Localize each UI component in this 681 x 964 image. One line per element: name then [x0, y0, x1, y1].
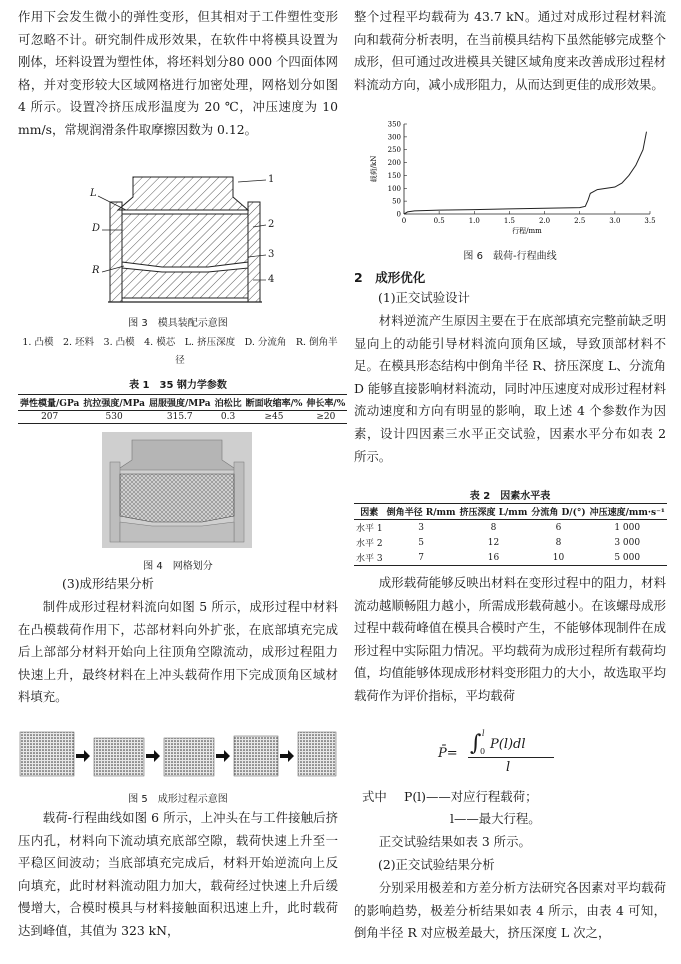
- table-cell: 207: [41, 412, 59, 422]
- figure-3-caption: 图 3 模具装配示意图: [128, 318, 228, 329]
- table-2-grid: [354, 503, 667, 566]
- table-cell: 水平 2: [356, 539, 383, 549]
- table-cell: ≥45: [264, 412, 284, 422]
- fraction-bar: [468, 757, 554, 758]
- label-2: 2: [268, 219, 275, 230]
- table-cell: 8: [490, 522, 497, 533]
- table-1: [18, 394, 346, 424]
- table-cell: 12: [487, 537, 500, 548]
- figure-5-caption: 图 5 成形过程示意图: [128, 794, 228, 805]
- left-paragraph-2: 制件成形过程材料流向如图 5 所示，成形过程中材料在凸模载荷作用下，芯部材料向外扩张，在底部填充完成后上部部分材料开始向上往顶角空隙流动，成形过程阻力快速上升，最终材料在上冲头载荷作用下完成顶角区域材料填充。: [18, 599, 338, 705]
- table-cell: 530: [105, 412, 123, 422]
- y-tick-label: 200: [387, 159, 401, 168]
- table-cell: 3 000: [614, 537, 641, 548]
- table-cell: 0.3: [220, 412, 236, 422]
- label-4: 4: [268, 274, 275, 285]
- x-tick-label: 3.0: [609, 217, 621, 225]
- table-header-cell: 冲压速度/mm·s⁻¹: [589, 508, 665, 518]
- formula-lower-limit: 0: [480, 747, 486, 756]
- figure-4-mesh-image: [102, 432, 252, 548]
- table-header-cell: 挤压深度 L/mm: [459, 508, 528, 518]
- label-3: 3: [268, 249, 275, 260]
- table-header-cell: 分流角 D/(°): [531, 508, 586, 518]
- formula-lhs: P̄=: [438, 746, 458, 761]
- process-frames-drawing: [18, 728, 338, 780]
- table-2-header-row: [354, 504, 667, 520]
- x-axis-label: 行程/mm: [512, 227, 542, 235]
- mesh-drawing: [102, 432, 252, 548]
- table-cell: 5 000: [614, 552, 641, 563]
- figure-6-caption: 图 6 载荷-行程曲线: [463, 251, 557, 262]
- table-row: [354, 535, 667, 550]
- table-2: [354, 503, 666, 566]
- right-paragraph-4: 正交试验结果如表 3 所示。: [378, 834, 531, 849]
- x-axis: [402, 211, 656, 225]
- right-paragraph-2: 材料逆流产生原因主要在于在底部填充完整前缺乏明显向上的动能引导材料流向顶角区域，导致顶部材料不足。在模具形态结构中倒角半径 R、挤压深度 L、分流角 D 能够直接影响材料流动，同时冲压速度对成形过程材料流动速度和方向有明显的影响，取上述 4 个参数作为因素，设计四因素三水平正交试验，因素水平分布如表 2 所示。: [354, 313, 666, 464]
- table-row: [18, 411, 347, 424]
- figure-3-legend: 1. 凸模 2. 坯料 3. 凸模 4. 模芯 L. 挤压深度 D. 分流角 R. 倒角半径: [22, 337, 338, 366]
- load-stroke-chart: [364, 118, 664, 238]
- label-L: L: [90, 188, 97, 199]
- y-tick-label: 0: [396, 210, 401, 219]
- y-axis: [388, 121, 407, 219]
- table-2-title: 表 2 因素水平表: [469, 491, 551, 502]
- table-header-cell: 泊松比: [214, 399, 242, 409]
- figure-6-chart: [364, 118, 664, 238]
- table-cell: 10: [552, 552, 565, 563]
- table-header-cell: 因素: [360, 508, 379, 518]
- table-1-header-row: [18, 395, 347, 411]
- table-cell: 7: [418, 552, 424, 563]
- where-definition-2: l——最大行程。: [450, 811, 541, 826]
- table-cell: 水平 3: [356, 554, 383, 564]
- x-tick-label: 0.5: [433, 217, 445, 225]
- die-assembly-drawing: [88, 172, 278, 310]
- table-cell: 16: [487, 552, 500, 563]
- table-header-cell: 断面收缩率/%: [245, 399, 303, 409]
- y-tick-label: 100: [387, 184, 401, 193]
- y-axis-label: 载荷/kN: [370, 155, 378, 183]
- table-cell: 3: [418, 522, 424, 533]
- x-tick-label: 2.5: [574, 217, 586, 225]
- table-cell: 1 000: [614, 522, 641, 533]
- table-header-cell: 倒角半径 R/mm: [386, 508, 456, 518]
- formula-integral: ∫: [470, 731, 482, 756]
- series-line: [404, 132, 647, 214]
- x-tick-label: 2.0: [539, 217, 551, 225]
- average-load-formula: [438, 729, 568, 779]
- figure-5-process-frames: [18, 728, 338, 780]
- subsection-1-heading: (1)正交试验设计: [378, 290, 470, 305]
- table-header-cell: 弹性模量/GPa: [20, 399, 80, 409]
- formula-upper-limit: l: [482, 729, 485, 738]
- label-D: D: [92, 223, 101, 234]
- right-paragraph-5: 分别采用极差和方差分析方法研究各因素对平均载荷的影响趋势，极差分析结果如表 4 所示，由表 4 可知，倒角半径 R 对应极差最大，挤压深度 L 次之，: [354, 880, 666, 941]
- table-row: [354, 520, 667, 536]
- table-cell: 8: [555, 537, 562, 548]
- figure-3-die-assembly: [88, 172, 278, 310]
- formula-integrand: P(l)dl: [490, 737, 526, 752]
- table-1-title: 表 1 35 钢力学参数: [129, 380, 227, 391]
- where-definition-1: P(l)——对应行程载荷；: [404, 789, 538, 804]
- table-header-cell: 伸长率/%: [306, 399, 346, 409]
- left-paragraph-3: 载荷-行程曲线如图 6 所示，上冲头在与工件接触后挤压内孔，材料向下流动填充底部空隙，载荷快速上升至一平稳区间波动；当底部填充完成后，材料开始逆流向上反向填充，此时材料流动阻力加大，载荷经过快速上升后缓慢增大，合模时模具与材料接触面积迅速上升，此时载荷达到峰值，其值为 323 kN，: [18, 810, 338, 938]
- x-tick-label: 1.5: [503, 217, 515, 225]
- y-tick-label: 350: [387, 120, 401, 129]
- y-tick-label: 250: [387, 146, 401, 155]
- table-header-cell: 屈服强度/MPa: [148, 399, 211, 409]
- table-cell: 水平 1: [356, 524, 383, 534]
- x-tick-label: 3.5: [644, 217, 656, 225]
- table-cell: 6: [555, 522, 562, 533]
- table-header-cell: 抗拉强度/MPa: [83, 399, 145, 409]
- table-cell: 5: [418, 537, 424, 548]
- left-paragraph-1: 作用下会发生微小的弹性变形，但其相对于工件塑性变形可忽略不计。研究制件成形效果，在软件中将模具设置为刚体，坯料设置为塑性体，将坯料划分80 000 个四面体网格，并对变形较大区域网格进行加密处理，网格划分如图 4 所示。设置冷挤压成形温度为 20 ℃，冲压速度为 10 mm/s，常规润滑条件取摩擦因数为 0.12。: [18, 9, 338, 137]
- x-tick-label: 1.0: [468, 217, 480, 225]
- table-row: [354, 550, 667, 566]
- x-tick-label: 0: [401, 217, 407, 225]
- table-1-grid: [18, 394, 347, 424]
- label-1: 1: [268, 174, 275, 185]
- label-R: R: [92, 265, 100, 276]
- figure-4-caption: 图 4 网格划分: [143, 561, 213, 572]
- right-paragraph-1: 整个过程平均载荷为 43.7 kN。通过对成形过程材料流向和载荷分析表明，在当前模具结构下虽然能够完成整个成形，但可通过改进模具关键区域角度来改善成形过程材料流动方向，减小成形阻力，从而达到更佳的成形效果。: [354, 9, 666, 92]
- where-label: 式中: [362, 789, 387, 804]
- right-paragraph-3: 成形载荷能够反映出材料在变形过程中的阻力，材料流动越顺畅阻力越小，所需成形载荷越小。在该螺母成形过程中载荷峰值在模具合模时产生，不能够体现制件在成形过程中实际阻力情况。平均载荷为成形过程所有载荷均值，均值能够体现成形材料变形阻力的大小，故选取平均载荷作为评价指标，平均载荷: [354, 575, 666, 703]
- table-cell: ≥20: [316, 412, 336, 422]
- section-3-heading: (3)成形结果分析: [62, 576, 154, 591]
- subsection-2-heading: (2)正交试验结果分析: [378, 857, 495, 872]
- y-tick-label: 50: [392, 197, 401, 206]
- y-tick-label: 150: [387, 171, 401, 180]
- formula-denominator: l: [506, 760, 511, 775]
- section-2-heading: 2 成形优化: [354, 270, 426, 285]
- table-cell: 315.7: [166, 412, 193, 422]
- y-tick-label: 300: [387, 133, 401, 142]
